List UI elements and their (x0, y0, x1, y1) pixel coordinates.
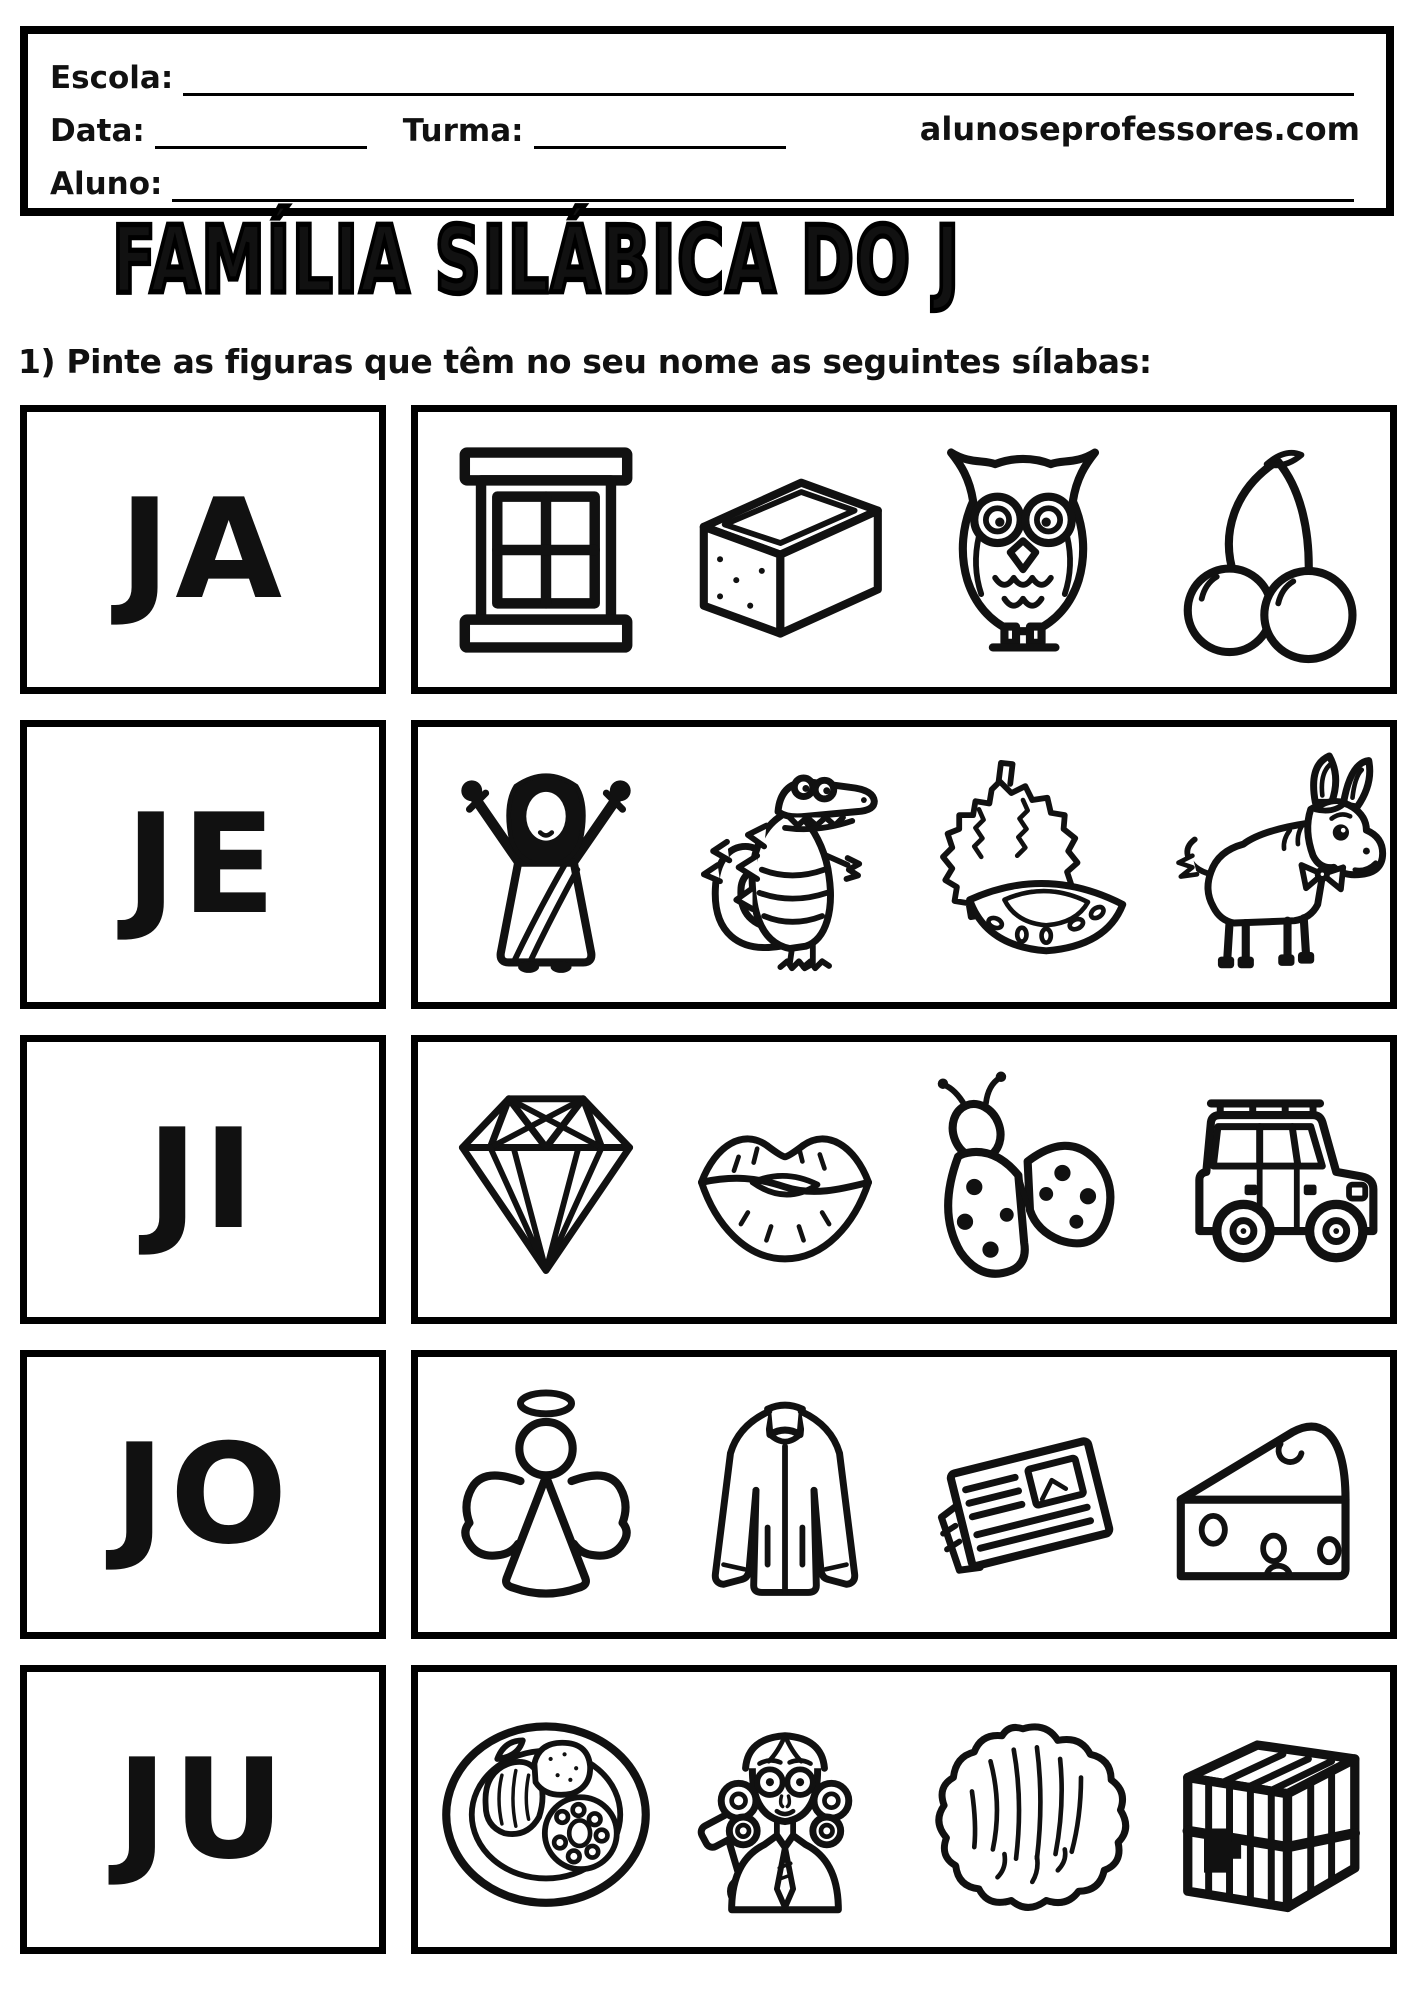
class-label: Turma: (402, 113, 524, 149)
syllable-row-ji (20, 1035, 1397, 1324)
student-line (50, 150, 1360, 202)
syllable-row-je (20, 720, 1397, 1009)
diamond-icon (430, 1057, 662, 1303)
cheese-icon (1146, 1372, 1378, 1618)
figure-alligator[interactable] (669, 742, 901, 988)
student-label: Aluno: (50, 166, 163, 202)
figure-jeep[interactable] (1146, 1057, 1378, 1303)
lips-icon (669, 1057, 901, 1303)
images-box-ju (411, 1665, 1397, 1954)
figure-jesus[interactable] (430, 742, 662, 988)
angel-icon (430, 1372, 662, 1618)
date-input-line[interactable] (155, 112, 367, 149)
instruction-text: 1) Pinte as figuras que têm no seu nome as seguintes sílabas: (18, 342, 1152, 381)
syllable-box-ja (20, 405, 386, 694)
figure-newspaper[interactable] (907, 1372, 1139, 1618)
student-input-line[interactable] (172, 165, 1354, 202)
figure-donkey[interactable] (1146, 742, 1378, 988)
images-box-ji (411, 1035, 1397, 1324)
jeep-icon (1146, 1057, 1378, 1303)
figure-lips[interactable] (669, 1057, 901, 1303)
date-class-line (50, 97, 1360, 149)
school-label: Escola: (50, 60, 174, 96)
figure-ladybug[interactable] (907, 1057, 1139, 1303)
syllable-box-ju (20, 1665, 386, 1954)
syllable-label: JI (146, 1098, 260, 1260)
figure-angel[interactable] (430, 1372, 662, 1618)
images-box-je (411, 720, 1397, 1009)
syllable-row-jo (20, 1350, 1397, 1639)
figure-jackfruit[interactable] (907, 742, 1139, 988)
figure-cheese[interactable] (1146, 1372, 1378, 1618)
ladybug-icon (907, 1057, 1139, 1303)
school-input-line[interactable] (183, 59, 1354, 96)
page-title: FAMÍLIA SILÁBICA DO J (112, 206, 961, 315)
figure-cherries[interactable] (1146, 427, 1378, 673)
syllable-row-ja (20, 405, 1397, 694)
class-input-line[interactable] (534, 112, 786, 149)
lion-mane-icon (907, 1687, 1139, 1933)
figure-dinner-plate[interactable] (430, 1687, 662, 1933)
figure-diamond[interactable] (430, 1057, 662, 1303)
figure-lion-mane[interactable] (907, 1687, 1139, 1933)
window-icon (430, 427, 662, 673)
syllable-label: JA (118, 468, 288, 630)
figure-brick[interactable] (669, 427, 901, 673)
cherries-icon (1146, 427, 1378, 673)
cage-icon (1146, 1687, 1378, 1933)
figure-owl[interactable] (907, 427, 1139, 673)
owl-icon (907, 427, 1139, 673)
website-text: alunoseprofessores.com (919, 110, 1360, 148)
dinner-plate-icon (430, 1687, 662, 1933)
syllable-label: JE (125, 783, 281, 945)
newspaper-icon (907, 1372, 1139, 1618)
figure-jacket[interactable] (669, 1372, 901, 1618)
images-box-ja (411, 405, 1397, 694)
syllable-box-ji (20, 1035, 386, 1324)
brick-icon (669, 427, 901, 673)
rows-container (20, 405, 1397, 1954)
syllable-box-jo (20, 1350, 386, 1639)
images-box-jo (411, 1350, 1397, 1639)
donkey-icon (1146, 742, 1378, 988)
judge-icon (669, 1687, 901, 1933)
figure-judge[interactable] (669, 1687, 901, 1933)
date-label: Data: (50, 113, 145, 149)
figure-cage[interactable] (1146, 1687, 1378, 1933)
figure-window[interactable] (430, 427, 662, 673)
header-box (20, 26, 1394, 216)
syllable-row-ju (20, 1665, 1397, 1954)
syllable-label: JU (116, 1728, 290, 1890)
school-line (50, 44, 1360, 96)
syllable-label: JO (113, 1413, 293, 1575)
syllable-box-je (20, 720, 386, 1009)
alligator-icon (669, 742, 901, 988)
jesus-icon (430, 742, 662, 988)
jacket-icon (669, 1372, 901, 1618)
jackfruit-icon (907, 742, 1139, 988)
